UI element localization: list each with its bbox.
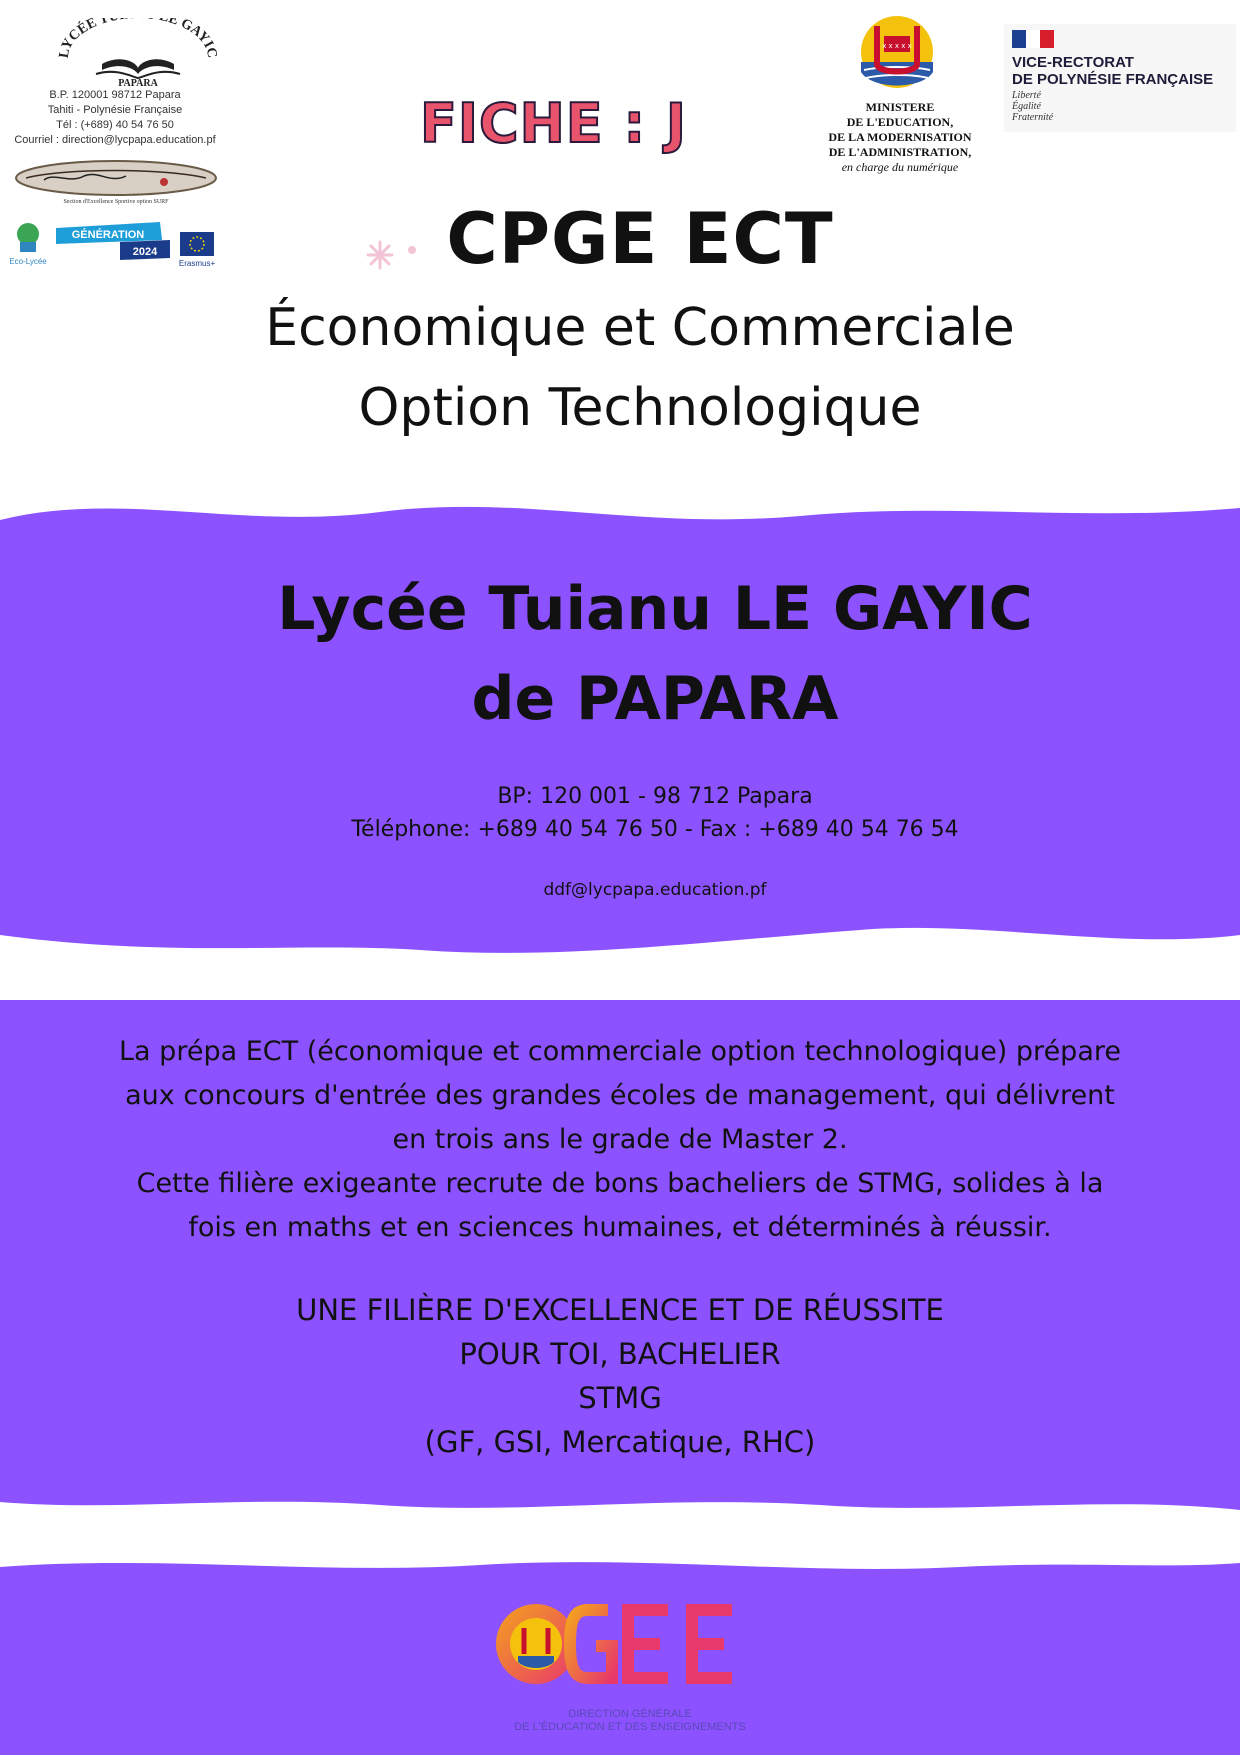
ministry-line: DE L'ADMINISTRATION, xyxy=(828,145,972,159)
slogan-line: UNE FILIÈRE D'EXCELLENCE ET DE RÉUSSITE xyxy=(296,1293,944,1327)
address-line: Courriel : direction@lycpapa.education.pf xyxy=(14,134,216,146)
ministry-emblem xyxy=(852,14,942,102)
svg-text:2024: 2024 xyxy=(132,246,158,258)
main-title: CPGE ECT xyxy=(446,198,834,280)
slogan-line: POUR TOI, BACHELIER xyxy=(459,1337,781,1371)
school-email: ddf@lycpapa.education.pf xyxy=(543,880,767,900)
school-contact xyxy=(0,780,1240,846)
address-line: B.P. 120001 98712 Papara xyxy=(49,89,181,101)
ministry-sub: en charge du numérique xyxy=(841,160,959,174)
subtitle-line-2: Option Technologique xyxy=(358,378,922,438)
fiche-label: FICHE : J xyxy=(420,92,687,155)
description-line: fois en maths et en sciences humaines, et déterminés à réussir. xyxy=(188,1212,1052,1243)
vice-rectorat-title: VICE-RECTORAT DE POLYNÉSIE FRANÇAISE xyxy=(1012,54,1214,88)
program-slogan xyxy=(20,1288,1220,1464)
dgee-caption: DIRECTION GÉNÉRALE DE L'ÉDUCATION ET DES ENSEIGNEMENTS xyxy=(514,1708,746,1733)
svg-text:Erasmus+: Erasmus+ xyxy=(178,259,216,268)
ministry-line: DE LA MODERNISATION xyxy=(828,130,972,144)
republic-motto: Liberté Égalité Fraternité xyxy=(1012,90,1054,123)
description-line: en trois ans le grade de Master 2. xyxy=(392,1124,848,1155)
ministry-line: DE L'EDUCATION, xyxy=(846,115,954,129)
slogan-line: STMG xyxy=(578,1381,662,1415)
description-line: aux concours d'entrée des grandes écoles de management, qui délivrent xyxy=(125,1080,1115,1111)
slogan-line: (GF, GSI, Mercatique, RHC) xyxy=(424,1425,816,1459)
svg-text:GÉNÉRATION: GÉNÉRATION xyxy=(71,229,145,241)
vice-rectorat-logo xyxy=(1004,24,1236,132)
program-description xyxy=(20,1030,1220,1250)
school-phone: Téléphone: +689 40 54 76 50 - Fax : +689 40 54 76 54 xyxy=(351,817,959,842)
svg-text:Eco-Lycée: Eco-Lycée xyxy=(10,257,47,266)
svg-text:LYCÉE TUIANU LE GAYIC: LYCÉE T E GAYIC xyxy=(56,18,220,60)
svg-text:PAPARA: PAPARA xyxy=(118,78,158,88)
svg-text:x x x x x: x x x x x xyxy=(882,42,912,50)
lycee-address xyxy=(10,88,220,148)
ministry-line: MINISTERE xyxy=(865,100,935,114)
description-line: La prépa ECT (économique et commerciale option technologique) prépare xyxy=(119,1036,1121,1067)
school-address: BP: 120 001 - 98 712 Papara xyxy=(497,784,813,809)
school-name: Lycée Tuianu LE GAYIC de PAPARA xyxy=(277,574,1033,734)
lycee-logo xyxy=(40,18,230,88)
svg-text:Section d'Excellence Sportive: Section d'Excellence Sportive option SURF xyxy=(63,199,169,205)
french-flag-icon xyxy=(1012,30,1056,52)
ministry-text xyxy=(800,100,1000,175)
address-line: Tahiti - Polynésie Française xyxy=(47,104,183,116)
dgee-logo xyxy=(488,1598,763,1708)
subtitle-line-1: Économique et Commerciale xyxy=(265,298,1015,358)
address-line: Tél : (+689) 40 54 76 50 xyxy=(56,119,174,131)
description-line: Cette filière exigeante recrute de bons bacheliers de STMG, solides à la xyxy=(136,1168,1104,1199)
